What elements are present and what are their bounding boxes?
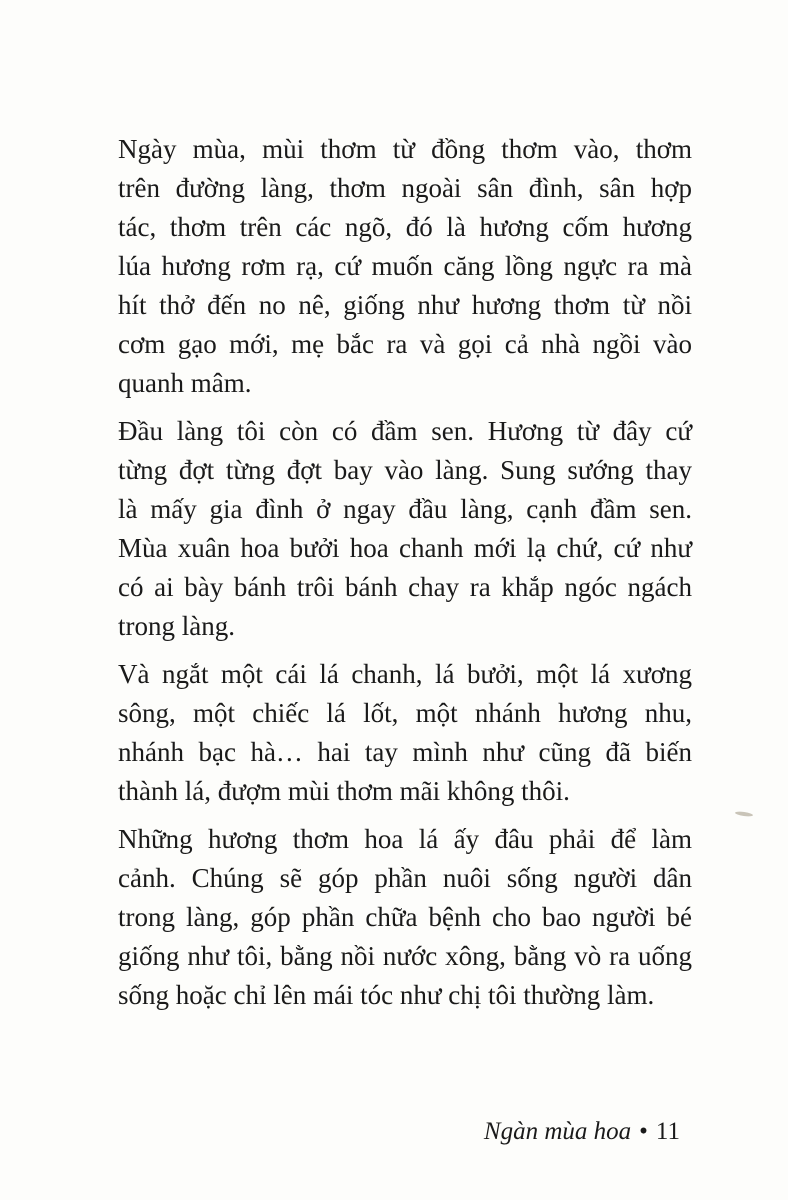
text-line: trong làng. [118, 611, 235, 641]
paragraph [118, 130, 692, 403]
text-line: Và ngắt một cái lá chanh, lá bưởi, một lá xương [118, 659, 692, 689]
text-line: trên đường làng, thơm ngoài sân đình, sân hợp [118, 173, 692, 203]
page-body [118, 130, 692, 1024]
text-line: từng đợt từng đợt bay vào làng. Sung sướng thay [118, 455, 692, 485]
text-line: sông, một chiếc lá lốt, một nhánh hương nhu, [118, 698, 692, 728]
text-line: lúa hương rơm rạ, cứ muốn căng lồng ngực ra mà [118, 251, 692, 281]
running-footer [484, 1118, 680, 1146]
text-line: nhánh bạc hà… hai tay mình như cũng đã biến [118, 737, 692, 767]
text-line: giống như tôi, bằng nồi nước xông, bằng vò ra uống [118, 941, 692, 971]
text-line: sống hoặc chỉ lên mái tóc như chị tôi thường làm. [118, 980, 655, 1010]
text-line: cơm gạo mới, mẹ bắc ra và gọi cả nhà ngồi vào [118, 329, 692, 359]
paper-speck [735, 811, 753, 817]
text-line: hít thở đến no nê, giống như hương thơm từ nồi [118, 290, 692, 320]
paragraph [118, 655, 692, 811]
text-line: Mùa xuân hoa bưởi hoa chanh mới lạ chứ, cứ như [118, 533, 692, 563]
text-line: trong làng, góp phần chữa bệnh cho bao người bé [118, 902, 692, 932]
paragraph [118, 412, 692, 646]
text-line: Đầu làng tôi còn có đầm sen. Hương từ đây cứ [118, 416, 692, 446]
footer-separator: • [639, 1118, 648, 1145]
text-line: tác, thơm trên các ngõ, đó là hương cốm hương [118, 212, 692, 242]
text-line: quanh mâm. [118, 368, 252, 398]
text-line: thành lá, đượm mùi thơm mãi không thôi. [118, 776, 570, 806]
text-line: Những hương thơm hoa lá ấy đâu phải để làm [118, 824, 692, 854]
text-line: có ai bày bánh trôi bánh chay ra khắp ngóc ngách [118, 572, 692, 602]
book-title: Ngàn mùa hoa [483, 1118, 632, 1145]
text-line: là mấy gia đình ở ngay đầu làng, cạnh đầm sen. [118, 494, 692, 524]
page-number: 11 [655, 1118, 680, 1145]
paragraph [118, 820, 692, 1015]
text-line: cảnh. Chúng sẽ góp phần nuôi sống người dân [118, 863, 692, 893]
text-line: Ngày mùa, mùi thơm từ đồng thơm vào, thơm [118, 134, 692, 164]
